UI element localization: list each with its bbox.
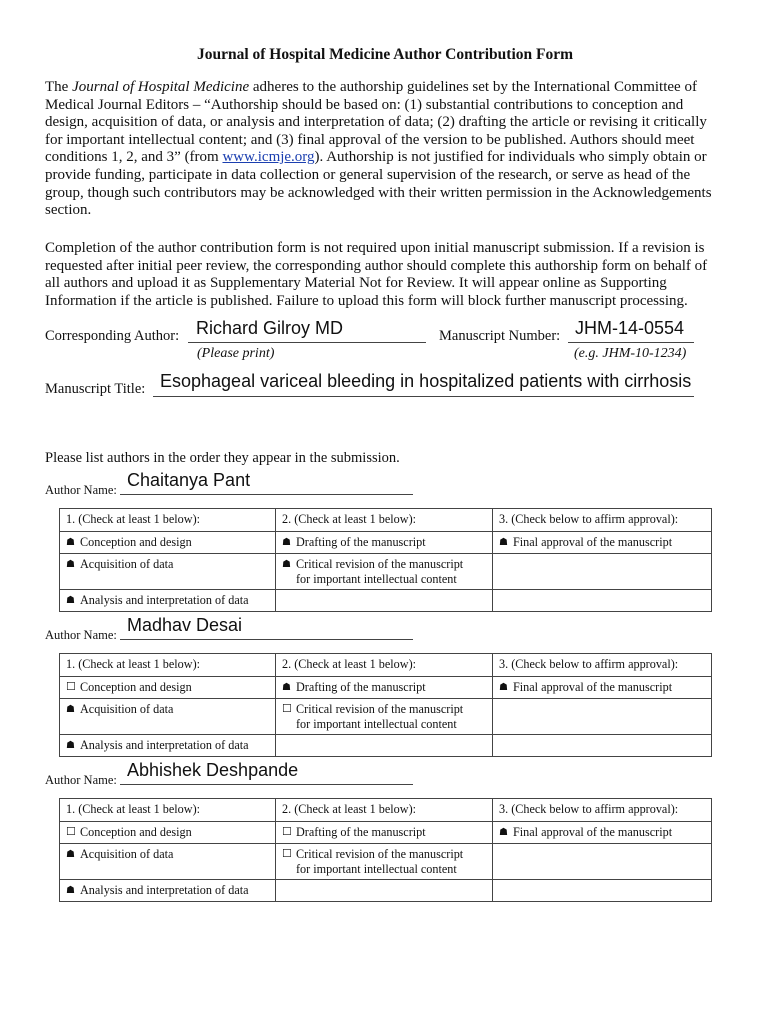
intro-pre: The [45, 79, 73, 95]
empty-cell [493, 735, 712, 757]
author-name-field[interactable]: Chaitanya Pant [127, 470, 251, 490]
contribution-table [59, 653, 712, 757]
author-name-underline [120, 494, 413, 495]
empty-cell [493, 699, 712, 735]
manuscript-number-label: Manuscript Number: [439, 328, 561, 344]
manuscript-number-example: (e.g. JHM-10-1234) [574, 346, 687, 361]
empty-cell [493, 880, 712, 902]
table-header-row [60, 654, 712, 677]
intro-paragraph [45, 79, 725, 220]
analysis-cell [60, 880, 276, 902]
author-name-label: Author Name: [45, 628, 117, 642]
please-print-hint: (Please print) [197, 346, 275, 361]
conception-label: Conception and design [80, 680, 192, 694]
table-row [60, 699, 712, 735]
acquisition-checkbox[interactable]: ☗ [66, 849, 75, 860]
column-header-1: 1. (Check at least 1 below): [60, 509, 276, 532]
empty-cell [493, 590, 712, 612]
critical-revision-label: Critical revision of the manuscript [296, 702, 464, 716]
drafting-cell [276, 822, 493, 844]
intro-post: ). Authorship is not justified for individuals who simply obtain or provide funding, participate in data collection or general supervision of the research, or serve as head of the group, though such contributors may be acknowledged with their written permission in the Acknowledgements section. [45, 149, 712, 219]
analysis-cell [60, 735, 276, 757]
list-instruction: Please list authors in the order they appear in the submission. [45, 450, 400, 466]
final-approval-label: Final approval of the manuscript [513, 535, 673, 549]
author-name-field[interactable]: Madhav Desai [127, 615, 243, 635]
empty-cell [493, 554, 712, 590]
form-title: Journal of Hospital Medicine Author Contribution Form [196, 46, 574, 63]
conception-cell [60, 677, 276, 699]
analysis-label: Analysis and interpretation of data [80, 593, 249, 607]
final-approval-label: Final approval of the manuscript [513, 825, 673, 839]
acquisition-cell [60, 699, 276, 735]
analysis-checkbox[interactable]: ☗ [66, 740, 75, 751]
critical-revision-label: Critical revision of the manuscript [296, 847, 464, 861]
manuscript-title-underline [153, 396, 694, 397]
manuscript-title-label: Manuscript Title: [45, 381, 146, 397]
final-approval-checkbox[interactable]: ☗ [499, 827, 508, 838]
corresponding-author-underline [188, 342, 426, 343]
contribution-table [59, 508, 712, 612]
column-header-3: 3. (Check below to affirm approval): [493, 654, 712, 677]
completion-paragraph: Completion of the author contribution form is not required upon initial manuscript submission. If a revision is requested after initial peer review, the corresponding author should complete this authorship form on behalf of all authors and upload it as Supplementary Material Not for Review. It will appear online as Supporting Information if the article is published. Failure to upload this form will block further manuscript processing. [45, 240, 708, 309]
conception-cell [60, 822, 276, 844]
table-row [60, 844, 712, 880]
conception-cell [60, 532, 276, 554]
drafting-checkbox[interactable]: ☐ [282, 826, 292, 838]
conception-checkbox[interactable]: ☗ [66, 537, 75, 548]
critical-revision-label-2: for important intellectual content [296, 572, 457, 586]
column-header-2: 2. (Check at least 1 below): [276, 654, 493, 677]
final-approval-label: Final approval of the manuscript [513, 680, 673, 694]
final-approval-cell [493, 532, 712, 554]
manuscript-title-field[interactable]: Esophageal variceal bleeding in hospitalized patients with cirrhosis [160, 371, 692, 391]
drafting-label: Drafting of the manuscript [296, 535, 426, 549]
drafting-label: Drafting of the manuscript [296, 825, 426, 839]
critical-revision-checkbox[interactable]: ☐ [282, 848, 292, 860]
acquisition-label: Acquisition of data [80, 557, 174, 571]
table-row [60, 880, 712, 902]
empty-cell [493, 844, 712, 880]
final-approval-checkbox[interactable]: ☗ [499, 537, 508, 548]
critical-revision-cell [276, 554, 493, 590]
table-row [60, 822, 712, 844]
author-name-label: Author Name: [45, 483, 117, 497]
acquisition-checkbox[interactable]: ☗ [66, 704, 75, 715]
critical-revision-cell [276, 844, 493, 880]
column-header-1: 1. (Check at least 1 below): [60, 654, 276, 677]
column-header-2: 2. (Check at least 1 below): [276, 509, 493, 532]
empty-cell [276, 590, 493, 612]
critical-revision-cell [276, 699, 493, 735]
manuscript-number-underline [568, 342, 694, 343]
acquisition-label: Acquisition of data [80, 847, 174, 861]
drafting-checkbox[interactable]: ☗ [282, 537, 291, 548]
conception-checkbox[interactable]: ☐ [66, 826, 76, 838]
table-row [60, 590, 712, 612]
author-name-field[interactable]: Abhishek Deshpande [127, 760, 299, 780]
intro-mid: adheres to the authorship guidelines set by the International Committee of Medical Journal Editors – “Authorship should be based on: (1) substantial contributions to conception and design, acquisition of data, or analysis and interpretation of data; (2) drafting the article or revising it critically for important intellectual content; and (3) final approval of the version to be published. Authors should meet conditions 1, 2, and 3” (from [45, 79, 707, 166]
acquisition-cell [60, 554, 276, 590]
contribution-table [59, 798, 712, 902]
icmje-link[interactable]: www.icmje.org [222, 149, 315, 166]
journal-name: Journal of Hospital Medicine [72, 79, 250, 95]
critical-revision-label-2: for important intellectual content [296, 862, 457, 876]
corresponding-author-field[interactable]: Richard Gilroy MD [196, 318, 344, 338]
table-row [60, 554, 712, 590]
table-row [60, 677, 712, 699]
table-row [60, 735, 712, 757]
conception-label: Conception and design [80, 825, 192, 839]
drafting-cell [276, 677, 493, 699]
critical-revision-checkbox[interactable]: ☗ [282, 559, 291, 570]
empty-cell [276, 735, 493, 757]
analysis-label: Analysis and interpretation of data [80, 883, 249, 897]
acquisition-label: Acquisition of data [80, 702, 174, 716]
manuscript-number-field[interactable]: JHM-14-0554 [575, 318, 685, 338]
analysis-cell [60, 590, 276, 612]
table-header-row [60, 509, 712, 532]
column-header-3: 3. (Check below to affirm approval): [493, 799, 712, 822]
drafting-label: Drafting of the manuscript [296, 680, 426, 694]
author-name-label: Author Name: [45, 773, 117, 787]
acquisition-cell [60, 844, 276, 880]
table-row [60, 532, 712, 554]
analysis-label: Analysis and interpretation of data [80, 738, 249, 752]
analysis-checkbox[interactable]: ☗ [66, 595, 75, 606]
final-approval-checkbox[interactable]: ☗ [499, 682, 508, 693]
column-header-1: 1. (Check at least 1 below): [60, 799, 276, 822]
final-approval-cell [493, 822, 712, 844]
conception-checkbox[interactable]: ☐ [66, 681, 76, 693]
acquisition-checkbox[interactable]: ☗ [66, 559, 75, 570]
author-name-underline [120, 784, 413, 785]
critical-revision-checkbox[interactable]: ☐ [282, 703, 292, 715]
drafting-checkbox[interactable]: ☗ [282, 682, 291, 693]
corresponding-author-label: Corresponding Author: [45, 328, 180, 344]
table-header-row [60, 799, 712, 822]
column-header-2: 2. (Check at least 1 below): [276, 799, 493, 822]
critical-revision-label-2: for important intellectual content [296, 717, 457, 731]
column-header-3: 3. (Check below to affirm approval): [493, 509, 712, 532]
conception-label: Conception and design [80, 535, 192, 549]
analysis-checkbox[interactable]: ☗ [66, 885, 75, 896]
critical-revision-label: Critical revision of the manuscript [296, 557, 464, 571]
drafting-cell [276, 532, 493, 554]
final-approval-cell [493, 677, 712, 699]
empty-cell [276, 880, 493, 902]
author-name-underline [120, 639, 413, 640]
